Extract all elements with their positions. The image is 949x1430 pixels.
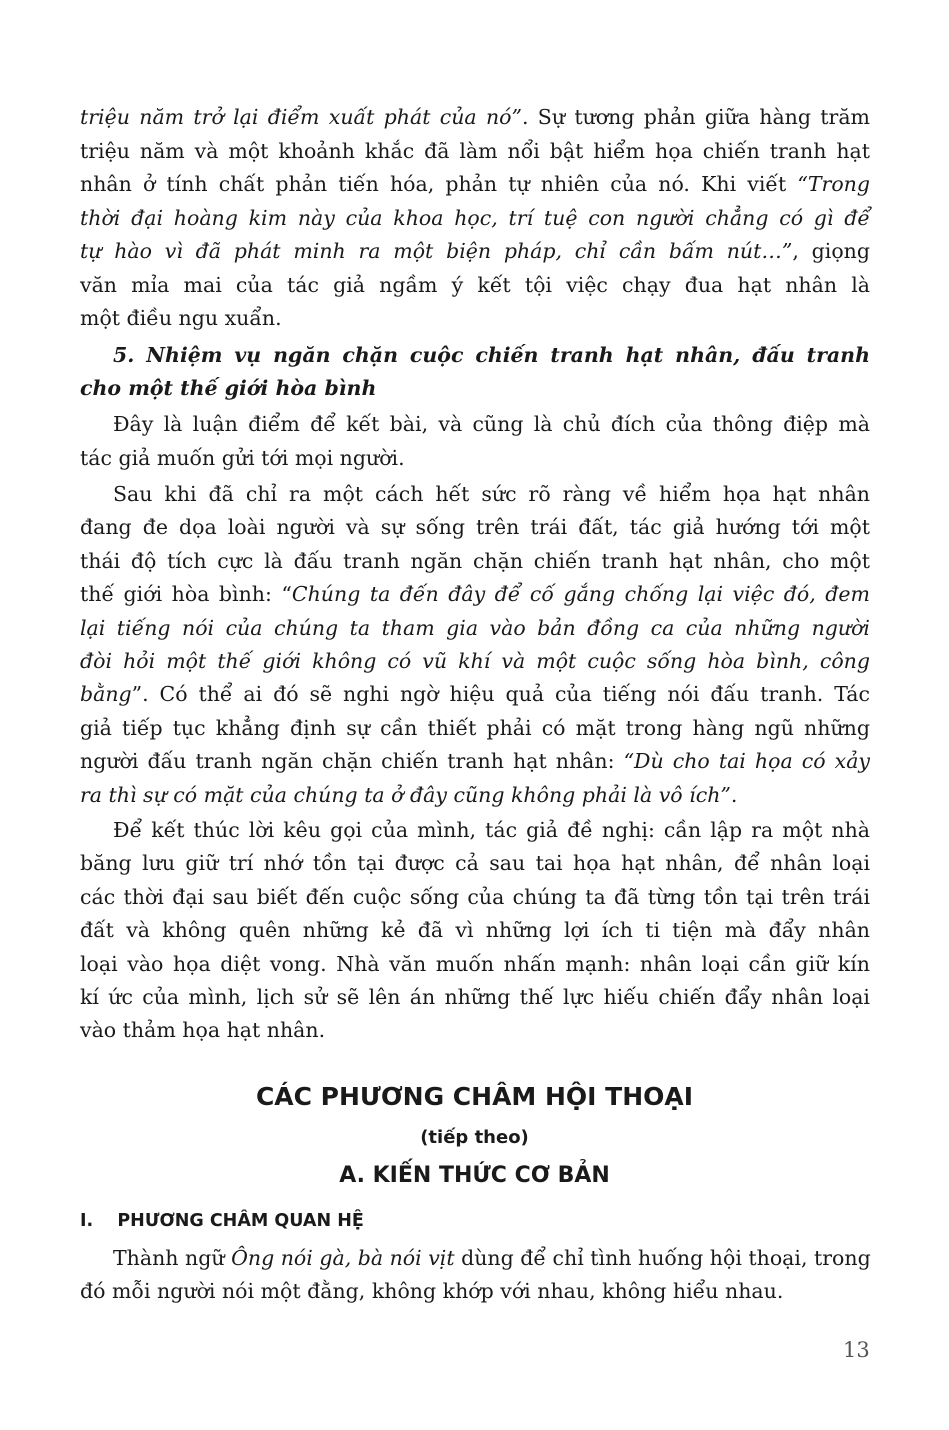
text-run: .: [730, 783, 738, 807]
text-run: đất và không quên những kẻ đã vì những lợi ích ti tiện mà đẩy nhân: [80, 918, 870, 942]
text-run: thời đại hoàng kim này của khoa học, trí tuệ con người chẳng có gì để: [80, 206, 870, 230]
text-line: [80, 1277, 783, 1305]
text-run: vào thảm họa hạt nhân.: [80, 1018, 326, 1042]
chapter-subtitle: (tiếp theo): [420, 1127, 529, 1148]
text-run: bằng: [80, 682, 132, 706]
text-run: Đây là luận điểm để kết bài, và cũng là chủ đích của thông điệp mà: [113, 412, 870, 436]
text-run: “Trong: [797, 172, 870, 196]
text-line: [80, 614, 870, 642]
text-line: [80, 983, 870, 1011]
text-run: Sau khi đã chỉ ra một cách hết sức rõ ràng về hiểm họa hạt nhân: [113, 482, 870, 506]
section-heading-line: [113, 341, 870, 369]
text-run: thái độ tích cực là đấu tranh ngăn chặn chiến tranh hạt nhân, cho một: [80, 549, 870, 573]
text-line: [113, 1244, 870, 1272]
page-number: 13: [843, 1338, 870, 1362]
text-run: văn mỉa mai của tác giả ngầm ý kết tội việc chạy đua hạt nhân là: [80, 273, 870, 297]
text-run: tác giả muốn gửi tới mọi người.: [80, 446, 405, 470]
text-line: [80, 547, 870, 575]
text-run: ra thì sự có mặt của chúng ta ở đây cũng không phải là vô ích”: [80, 783, 731, 807]
section-name: PHƯƠNG CHÂM QUAN HỆ: [117, 1211, 364, 1231]
text-run: kí ức của mình, lịch sử sẽ lên án những thế lực hiếu chiến đẩy nhân loại: [80, 985, 870, 1009]
text-run: lại tiếng nói của chúng ta tham gia vào bản đồng ca của những người: [80, 616, 870, 640]
part-heading: A. KIẾN THỨC CƠ BẢN: [339, 1163, 610, 1188]
text-run: tự hào vì đã phát minh ra một biện pháp, chỉ cần bấm nút…”: [80, 239, 793, 263]
text-run: nhân ở tính chất phản tiến hóa, phản tự nhiên của nó. Khi viết: [80, 172, 798, 196]
section-number: I.: [80, 1211, 94, 1231]
text-line: [80, 849, 870, 877]
text-line: [80, 237, 870, 265]
text-line: [80, 304, 282, 332]
text-run: băng lưu giữ trí nhớ tồn tại được cả sau tai họa hạt nhân, để nhân loại: [80, 851, 870, 875]
text-line: [80, 580, 870, 608]
text-line: [80, 680, 870, 708]
text-line: [80, 781, 737, 809]
text-run: đang đe dọa loài người và sự sống trên trái đất, tác giả hướng tới một: [80, 515, 870, 539]
text-line: [80, 513, 870, 541]
text-line: [80, 647, 870, 675]
text-line: [113, 480, 870, 508]
text-line: [113, 410, 870, 438]
text-line: [113, 816, 870, 844]
text-run: Thành ngữ: [113, 1246, 232, 1270]
text-line: [80, 271, 870, 299]
text-run: triệu năm trở lại điểm xuất phát của nó”: [80, 105, 522, 129]
text-line: [80, 714, 870, 742]
text-run: cho một thế giới hòa bình: [80, 376, 377, 400]
text-run: một điều ngu xuẩn.: [80, 306, 282, 330]
text-run: giả tiếp tục khẳng định sự cần thiết phải có mặt trong hàng ngũ những: [80, 716, 870, 740]
text-run: đó mỗi người nói một đằng, không khớp với nhau, không hiểu nhau.: [80, 1279, 784, 1303]
text-line: [80, 883, 870, 911]
text-run: Chúng ta đến đây để cố gắng chống lại việc đó, đem: [291, 582, 870, 606]
text-line: [80, 137, 870, 165]
text-line: [80, 1016, 325, 1044]
text-run: , giọng: [792, 239, 870, 263]
section-heading-line: [80, 374, 376, 402]
text-run: đòi hỏi một thế giới không có vũ khí và một cuộc sống hòa bình, công: [80, 649, 870, 673]
text-run: người đấu tranh ngăn chặn chiến tranh hạt nhân:: [80, 749, 624, 773]
text-run: dùng để chỉ tình huống hội thoại, trong: [454, 1246, 871, 1270]
text-line: [80, 444, 405, 472]
text-line: [80, 170, 870, 198]
text-line: [80, 950, 870, 978]
text-line: [80, 204, 870, 232]
text-run: . Sự tương phản giữa hàng trăm: [521, 105, 870, 129]
text-run: các thời đại sau biết đến cuộc sống của chúng ta đã từng tồn tại trên trái: [80, 885, 870, 909]
text-line: [80, 916, 870, 944]
section-title: [80, 1206, 364, 1236]
text-run: Để kết thúc lời kêu gọi của mình, tác giả đề nghị: cần lập ra một nhà: [113, 818, 870, 842]
text-run: triệu năm và một khoảnh khắc đã làm nổi bật hiểm họa chiến tranh hạt: [80, 139, 870, 163]
text-line: [80, 103, 870, 131]
text-run: ”. Có thể ai đó sẽ nghi ngờ hiệu quả của tiếng nói đấu tranh. Tác: [131, 682, 870, 706]
text-run: thế giới hòa bình: “: [80, 582, 292, 606]
chapter-title: CÁC PHƯƠNG CHÂM HỘI THOẠI: [255, 1082, 694, 1111]
text-line: [80, 747, 870, 775]
text-run: 5. Nhiệm vụ ngăn chặn cuộc chiến tranh hạt nhân, đấu tranh: [113, 343, 870, 367]
text-run: Ông nói gà, bà nói vịt: [231, 1246, 455, 1270]
text-run: loại vào họa diệt vong. Nhà văn muốn nhấn mạnh: nhân loại cần giữ kín: [80, 952, 870, 976]
text-run: “Dù cho tai họa có xảy: [623, 749, 871, 773]
